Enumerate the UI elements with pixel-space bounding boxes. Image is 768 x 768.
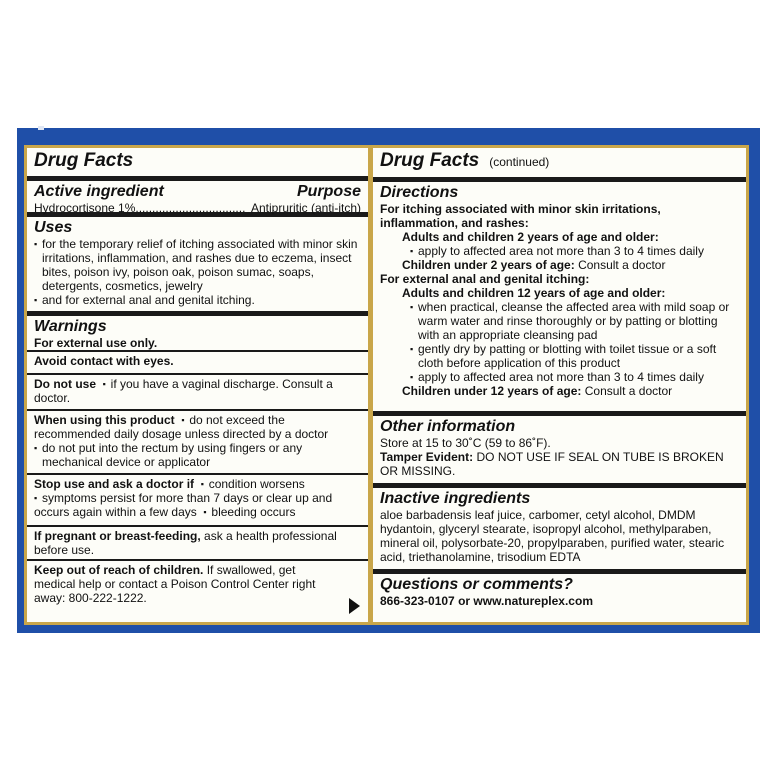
active-ingredient-section	[27, 176, 368, 215]
storage-text: Store at 15 to 30˚C (59 to 86˚F).	[380, 436, 551, 450]
drug-facts-title: Drug Facts	[34, 150, 134, 171]
stop-use-item: ▪ symptoms persist for more than 7 days or clear up and occurs again within a few days	[34, 491, 332, 519]
keep-out-label: Keep out of reach of children.	[34, 563, 204, 577]
do-not-use-text: ▪ if you have a vaginal discharge. Consult a doctor.	[34, 377, 333, 405]
questions-section	[373, 569, 746, 622]
other-information-section	[373, 411, 746, 483]
package-edge-mark	[38, 126, 44, 130]
external-use-warning: For external use only.	[34, 336, 158, 350]
purpose-heading: Purpose	[296, 183, 361, 200]
pregnant-label: If pregnant or breast-feeding,	[34, 529, 201, 543]
warnings-heading: Warnings	[34, 318, 107, 335]
warnings-heading-section	[27, 311, 368, 350]
when-using-item: ▪ do not exceed the recommended daily dosage unless directed by a doctor	[34, 413, 328, 441]
continued-label: (continued)	[489, 155, 550, 169]
active-ingredient-heading: Active ingredient	[34, 183, 164, 200]
keep-out-section	[27, 559, 368, 621]
active-ingredient-name: Hydrocortisone 1%.................................	[34, 201, 246, 215]
adults-12-item: ▪ apply to affected area not more than 3 to 4 times daily	[410, 370, 739, 384]
contact-info: 866-323-0107 or www.natureplex.com	[380, 594, 593, 608]
drug-facts-left-panel	[24, 145, 371, 625]
right-title-section	[373, 148, 746, 177]
continued-arrow-icon	[349, 598, 360, 614]
uses-item: ▪ for the temporary relief of itching associated with minor skin irritations, inflammation, and rashes due to eczema, insect bites, poison ivy, poison oak, poison sumac, soaps, detergents, cosmetics, jewelry	[34, 237, 361, 293]
adults-2-label: Adults and children 2 years of age and older:	[402, 230, 659, 244]
when-using-item: ▪ do not put into the rectum by using fingers or any mechanical device or applicator	[34, 441, 361, 469]
adults-12-item: ▪ gently dry by patting or blotting with toilet tissue or a soft cloth before application of this product	[410, 342, 739, 370]
stop-use-item: ▪ bleeding occurs	[203, 505, 295, 519]
directions-section	[373, 177, 746, 411]
keep-out-text: If swallowed, get medical help or contact a Poison Control Center right away: 800-222-1222.	[34, 563, 316, 605]
do-not-use-section	[27, 373, 368, 409]
tamper-label: Tamper Evident:	[380, 450, 474, 464]
directions-intro: For itching associated with minor skin irritations, inflammation, and rashes:	[380, 202, 661, 230]
active-ingredient-purpose: Antipruritic (anti-itch)	[250, 201, 361, 215]
avoid-eyes-section	[27, 350, 368, 373]
stop-use-label: Stop use and ask a doctor if	[34, 477, 195, 491]
directions-heading: Directions	[380, 184, 459, 201]
uses-heading: Uses	[34, 219, 73, 236]
inactive-ingredients-section	[373, 483, 746, 569]
do-not-use-label: Do not use	[34, 377, 96, 391]
when-using-section	[27, 409, 368, 473]
drug-facts-right-panel	[370, 145, 749, 625]
pregnant-section	[27, 525, 368, 559]
other-information-heading: Other information	[380, 418, 516, 435]
under-12-text: Consult a doctor	[584, 384, 673, 398]
pregnant-text: ask a health professional before use.	[34, 529, 337, 557]
avoid-eyes-warning: Avoid contact with eyes.	[34, 354, 174, 368]
inactive-ingredients-text: aloe barbadensis leaf juice, carbomer, cetyl alcohol, DMDM hydantoin, glyceryl stearate, isopropyl alcohol, methylparaben, mineral oil, polysorbate-20, propylparaben, purified water, stearic acid, triethanolamine, trisodium EDTA	[380, 508, 725, 564]
external-itching-label: For external anal and genital itching:	[380, 272, 590, 286]
adults-12-item: ▪ when practical, cleanse the affected area with mild soap or warm water and rinse thoroughly or by patting or blotting with an appropriate cleansing pad	[410, 300, 739, 342]
uses-section	[27, 212, 368, 311]
stop-use-item: ▪ condition worsens	[201, 477, 305, 491]
under-2-text: Consult a doctor	[578, 258, 666, 272]
when-using-label: When using this product	[34, 413, 175, 427]
under-2-label: Children under 2 years of age:	[402, 258, 575, 272]
drug-facts-continued-title: Drug Facts	[380, 150, 480, 171]
adults-2-item: ▪ apply to affected area not more than 3 to 4 times daily	[410, 244, 739, 258]
adults-12-label: Adults and children 12 years of age and older:	[402, 286, 666, 300]
left-title-section	[27, 148, 368, 176]
questions-heading: Questions or comments?	[380, 576, 573, 593]
under-12-label: Children under 12 years of age:	[402, 384, 582, 398]
tamper-text: DO NOT USE IF SEAL ON TUBE IS BROKEN OR MISSING.	[380, 450, 724, 478]
stop-use-section	[27, 473, 368, 525]
uses-item: ▪ and for external anal and genital itching.	[34, 293, 361, 307]
inactive-ingredients-heading: Inactive ingredients	[380, 490, 531, 507]
